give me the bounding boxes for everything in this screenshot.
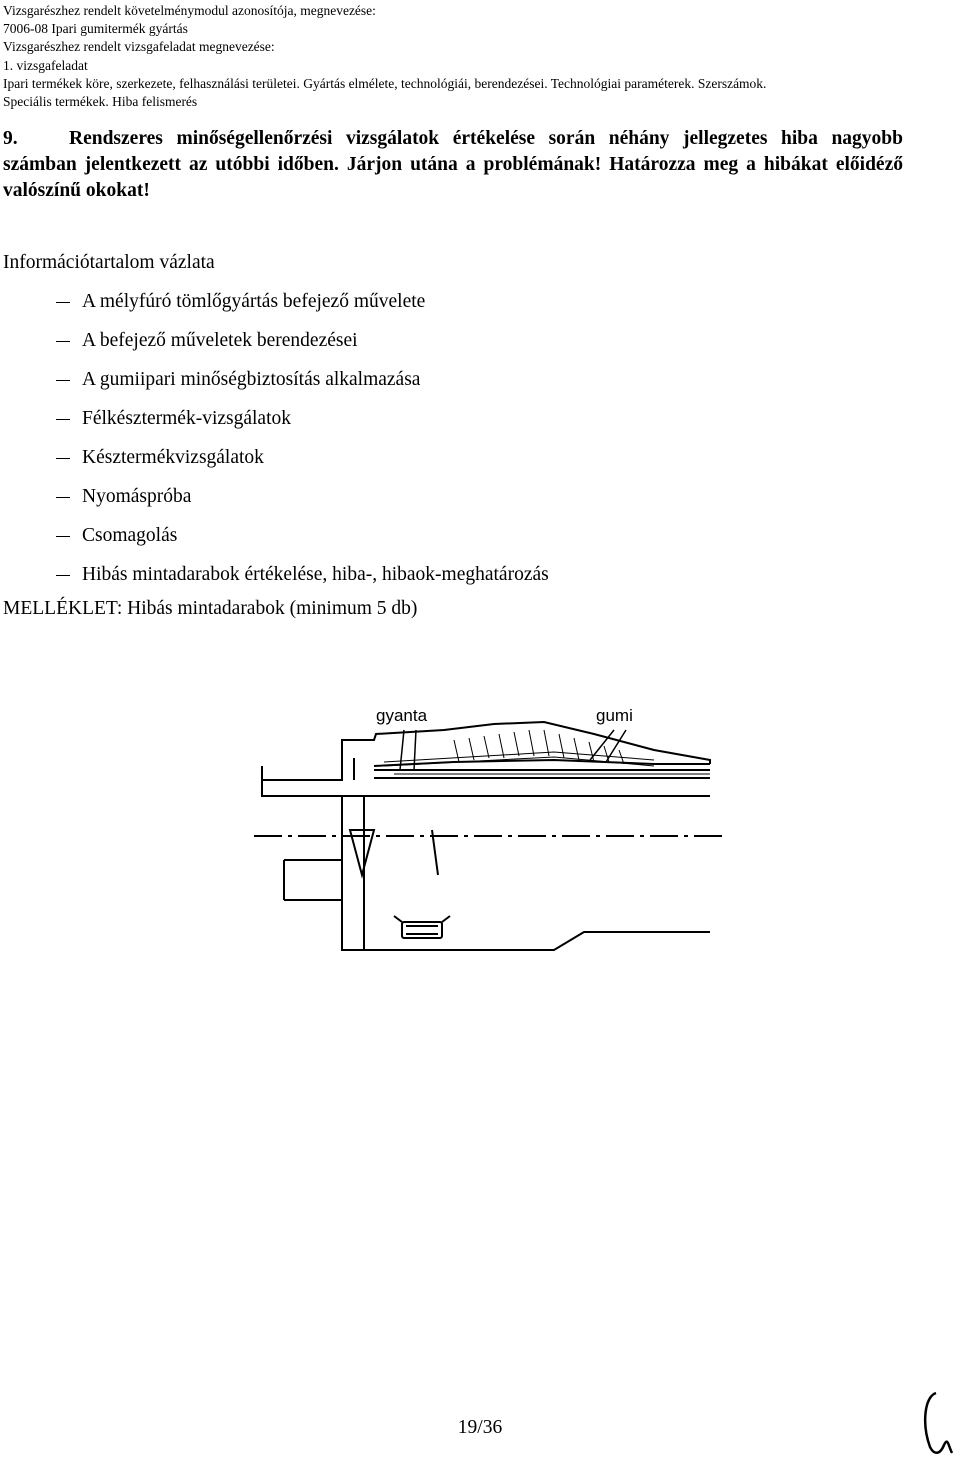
header-line: Speciális termékek. Hiba felismerés — [3, 94, 198, 110]
dash-bullet — [56, 341, 70, 342]
outline-item-label: Csomagolás — [82, 525, 178, 546]
outline-item-label: Félkésztermék-vizsgálatok — [82, 408, 292, 429]
outline-item-label: Késztermékvizsgálatok — [82, 447, 264, 468]
page-number: 19/36 — [457, 1417, 503, 1438]
outline-item — [56, 408, 549, 447]
annex-line — [3, 598, 417, 620]
outline-item — [56, 291, 549, 330]
outline-item — [56, 447, 549, 486]
header-line: 7006-08 Ipari gumitermék gyártás — [3, 21, 188, 37]
dash-bullet — [56, 575, 70, 576]
dash-bullet — [56, 458, 70, 459]
figure-label-rubber: gumi — [596, 706, 633, 725]
header-line: 1. vizsgafeladat — [3, 57, 88, 73]
outline-title: Információtartalom vázlata — [3, 252, 215, 273]
header-line: Ipari termékek köre, szerkezete, felhasználási területei. Gyártás elmélete, technológiái, berendezései. Technológiai paraméterek. Szerszámok. — [3, 75, 767, 91]
outline-item — [56, 369, 549, 408]
header-line: Vizsgarészhez rendelt vizsgafeladat megnevezése: — [3, 39, 275, 55]
outline-item — [56, 525, 549, 564]
fitting-cross-section — [254, 700, 724, 970]
outline-item — [56, 330, 549, 369]
handwritten-signature — [918, 1385, 958, 1460]
task-text: Rendszeres minőségellenőrzési vizsgálatok értékelése során néhány jellegzetes hiba nagyobb számban jelentkezett az utóbbi időben. Járjon utána a problémának! Határozza meg a hibákat előidéző valószínű okokat! — [3, 128, 903, 201]
document-header — [3, 2, 766, 111]
outline-list — [56, 291, 549, 603]
outline-item-label: A mélyfúró tömlőgyártás befejező művelete — [82, 291, 426, 312]
outline-item-label: A befejező műveletek berendezései — [82, 330, 358, 351]
dash-bullet — [56, 380, 70, 381]
dash-bullet — [56, 536, 70, 537]
dash-bullet — [56, 419, 70, 420]
hose-fitting-drawing — [254, 700, 724, 970]
outline-item-label: Hibás mintadarabok értékelése, hiba-, hibaok-meghatározás — [82, 564, 549, 585]
dash-bullet — [56, 302, 70, 303]
task-number: 9. — [3, 128, 18, 149]
dash-bullet — [56, 497, 70, 498]
task-statement — [3, 126, 903, 204]
outline-item — [56, 486, 549, 525]
outline-item-label: Nyomáspróba — [82, 486, 192, 507]
header-line: Vizsgarészhez rendelt követelménymodul azonosítója, megnevezése: — [3, 3, 376, 18]
outline-item-label: A gumiipari minőségbiztosítás alkalmazása — [82, 369, 421, 390]
annex-label: MELLÉKLET — [3, 598, 117, 619]
annex-text: : Hibás mintadarabok (minimum 5 db) — [116, 598, 418, 619]
figure-label-resin: gyanta — [376, 706, 428, 725]
